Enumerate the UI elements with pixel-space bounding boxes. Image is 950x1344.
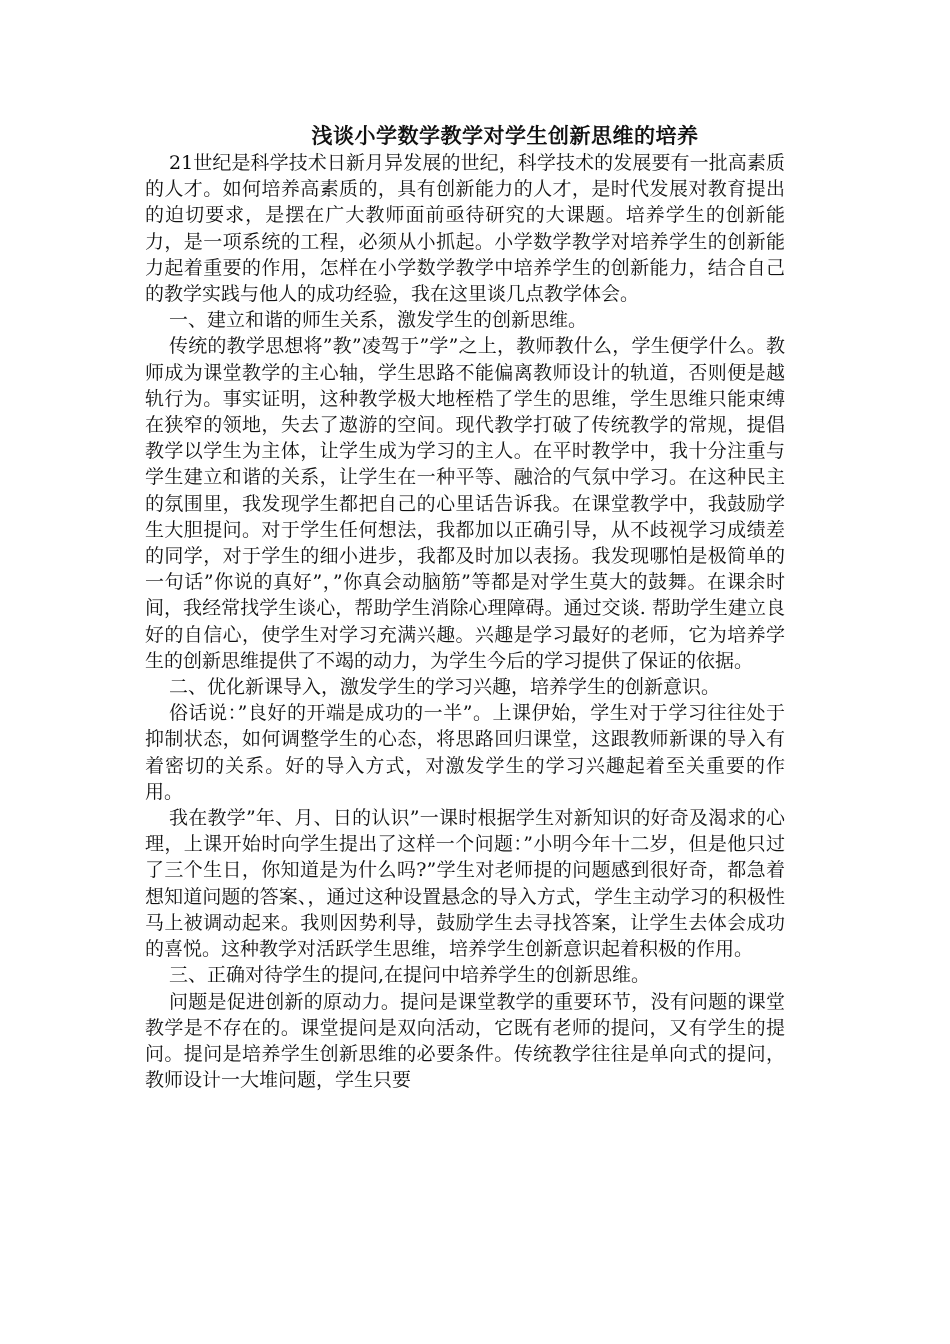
intro-paragraph: 21世纪是科学技术日新月异发展的世纪，科学技术的发展要有一批高素质的人才。如何培养高素质的，具有创新能力的人才，是时代发展对教育提出的迫切要求，是摆在广大教师面前亟待研究的大课题。培养学生的创新能力，是一项系统的工程，必须从小抓起。小学数学教学对培养学生的创新能力起着重要的作用，怎样在小学数学教学中培养学生的创新能力，结合自己的教学实践与他人的成功经验，我在这里谈几点教学体会。: [145, 152, 785, 306]
document-body: [145, 122, 785, 1093]
section-heading-1: 一、建立和谐的师生关系，激发学生的创新思维。: [169, 309, 588, 332]
section-2-paragraph-2: 我在教学”年、月、日的认识”一课时根据学生对新知识的好奇及渴求的心理，上课开始时向学生提出了这样一个问题：”小明今年十二岁，但是他只过了三个生日，你知道是为什么吗?”学生对老师提的问题感到很好奇，都急着想知道问题的答案、，通过这种设置悬念的导入方式，学生主动学习的积极性马上被调动起来。我则因势利导，鼓励学生去寻找答案，让学生去体会成功的喜悦。这种教学对活跃学生思维，培养学生创新意识起着积极的作用。: [145, 807, 785, 961]
section-3-paragraph: 问题是促进创新的原动力。提问是课堂教学的重要环节，没有问题的课堂教学是不存在的。课堂提问是双向活动，它既有老师的提问，又有学生的提问。提问是培养学生创新思维的必要条件。传统教学往往是单向式的提问，教师设计一大堆问题，学生只要: [145, 990, 785, 1092]
section-1-paragraph: 传统的教学思想将”教”凌驾于”学”之上，教师教什么，学生便学什么。教师成为课堂教学的主心轴，学生思路不能偏离教师设计的轨道，否则便是越轨行为。事实证明，这种教学极大地桎梏了学生的思维，学生思维只能束缚在狭窄的领地，失去了遨游的空间。现代教学打破了传统教学的常规，提倡教学以学生为主体，让学生成为学习的主人。在平时教学中，我十分注重与学生建立和谐的关系，让学生在一种平等、融洽的气氛中学习。在这种民主的氛围里，我发现学生都把自己的心里话告诉我。在课堂教学中，我鼓励学生大胆提问。对于学生任何想法，我都加以正确引导，从不歧视学习成绩差的同学，对于学生的细小进步，我都及时加以表扬。我发现哪怕是极简单的一句话”你说的真好”，”你真会动脑筋”等都是对学生莫大的鼓舞。在课余时间，我经常找学生谈心，帮助学生消除心理障碍。通过交谈. 帮助学生建立良好的自信心，使学生对学习充满兴趣。兴趣是学习最好的老师，它为培养学生的创新思维提供了不竭的动力，为学生今后的学习提供了保证的依据。: [145, 335, 785, 672]
section-heading-3: 三、正确对待学生的提问,在提问中培养学生的创新思维。: [169, 964, 651, 987]
section-2-paragraph-1: 俗话说：”良好的开端是成功的一半”。上课伊始，学生对于学习往往处于抑制状态，如何调整学生的心态，将思路回归课堂，这跟教师新课的导入有着密切的关系。好的导入方式，对激发学生的学习兴趣起着至关重要的作用。: [145, 702, 785, 803]
section-heading-2: 二、优化新课导入，激发学生的学习兴趣，培养学生的创新意识。: [169, 676, 721, 699]
document-title: 浅谈小学数学教学对学生创新思维的培养: [311, 123, 699, 148]
